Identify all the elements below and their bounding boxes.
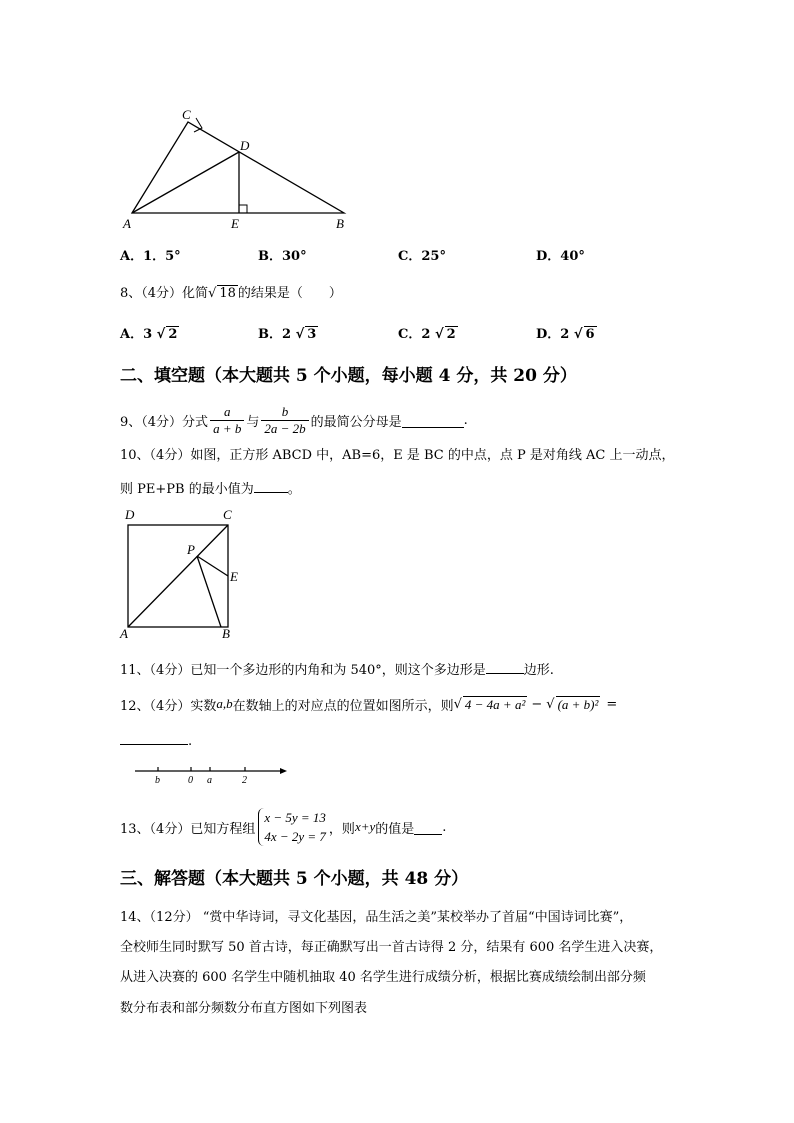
tick-label-a: a [207, 775, 212, 786]
fraction-2: $\frac{b}{2a - 2b}$ [261, 404, 308, 437]
label-p: P [187, 542, 195, 557]
label-d: D [125, 507, 135, 522]
answer-blank-12 [120, 730, 188, 745]
fraction-1: $\frac{a}{a + b}$ [210, 404, 244, 437]
question-14-line-3: 从进入决赛的 600 名学生中随机抽取 40 名学生进行成绩分析，根据比赛成绩绘制出部分频 [120, 970, 646, 985]
q8-option-c: C．2 √ 2 [398, 327, 456, 342]
right-angle-e [239, 205, 247, 213]
section-3-title: 三、解答题（本大题共 5 个小题，共 48 分） [120, 869, 469, 889]
q8-option-a: A．3 √ 2 [120, 327, 178, 342]
label-c: C [223, 507, 232, 522]
label-b: B [336, 216, 344, 231]
question-10-line-2: 则 PE+PB 的最小值为 。 [120, 478, 301, 500]
q7-option-a: A．1．5° [120, 249, 181, 264]
q7-option-c: C．25° [398, 249, 446, 264]
answer-blank-11 [486, 659, 524, 674]
q7-option-b: B．30° [258, 249, 307, 264]
tick-label-b: b [155, 775, 160, 786]
question-12-answer: . [120, 730, 192, 752]
arrow-head [280, 768, 287, 774]
question-10-line-1: 10、（4分）如图，正方形 ABCD 中，AB=6，E 是 BC 的中点，点 P 是对角线 AC 上一动点， [120, 448, 675, 463]
question-11: 11、（4分）已知一个多边形的内角和为 540°，则这个多边形是 边形. [120, 659, 554, 681]
tick-label-2: 2 [242, 775, 247, 786]
q7-option-d: D．40° [536, 249, 585, 264]
label-b: B [222, 626, 230, 640]
tick-label-0: 0 [188, 775, 193, 786]
square-figure [115, 505, 255, 640]
equation-system: x − 5y = 13 4x − 2y = 7 [258, 808, 326, 846]
triangle-abc [132, 122, 344, 213]
question-12: 12、（4分） 实数 a,b 在数轴上的对应点的位置如图所示，则 √ 4 − 4a + a² − √ (a + b)² = [120, 696, 618, 714]
label-c: C [182, 107, 191, 122]
label-e: E [230, 569, 238, 584]
answer-blank-9 [402, 413, 464, 428]
question-14-line-2: 全校师生同时默写 50 首古诗，每正确默写出一首古诗得 2 分，结果有 600 名学生进入决赛， [120, 940, 663, 955]
label-e: E [231, 216, 239, 231]
diagonal-ac [128, 525, 228, 627]
question-8: 8、（4分）化简√ 18 的结果是（ ） [120, 286, 342, 301]
triangle-figure [110, 100, 370, 235]
q8-option-b: B．2 √ 3 [258, 327, 317, 342]
label-a: A [123, 216, 131, 231]
segment-pb [197, 556, 221, 627]
label-a: A [120, 626, 128, 640]
q8-option-d: D．2 √ 6 [536, 327, 595, 342]
number-line [130, 760, 290, 786]
segment-pe [197, 556, 228, 576]
section-2-title: 二、填空题（本大题共 5 个小题，每小题 4 分，共 20 分） [120, 366, 577, 386]
question-9: 9、（4分） 分式 $\frac{a}{a + b}$ 与 $\frac{b}{2a - 2b}$ 的最简公分母是 . [120, 403, 468, 436]
question-14-line-4: 数分布表和部分频数分布直方图如下列图表 [120, 1001, 368, 1016]
segment-ad [132, 152, 239, 213]
answer-blank-13 [414, 820, 442, 835]
answer-blank-10 [254, 478, 288, 493]
question-14-line-1: 14、（12分） “赏中华诗词，寻文化基因，品生活之美”某校举办了首届“中国诗词比赛”， [120, 910, 633, 925]
question-13: 13、（4分）已知方程组 x − 5y = 13 4x − 2y = 7 ，则 x+y 的值是 . [120, 810, 447, 844]
label-d: D [240, 138, 250, 153]
